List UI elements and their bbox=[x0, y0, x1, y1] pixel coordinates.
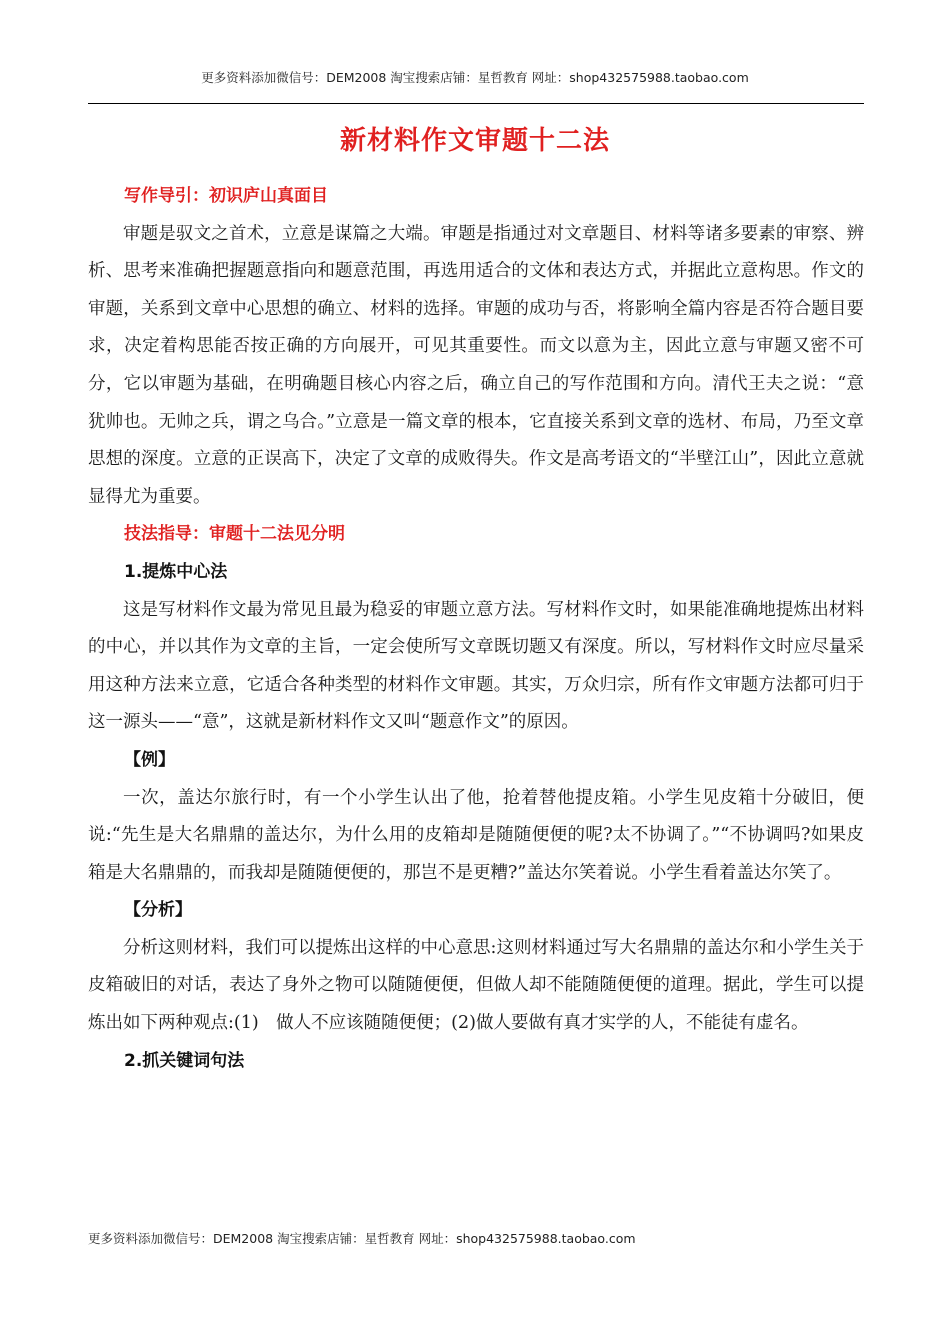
header-note: 更多资料添加微信号：DEM2008 淘宝搜索店铺：星哲教育 网址：shop432575988.taobao.com bbox=[201, 70, 749, 85]
method1-title: 1.提炼中心法 bbox=[124, 561, 228, 582]
method2-title: 2.抓关键词句法 bbox=[124, 1050, 245, 1071]
analysis-paragraph: 分析这则材料，我们可以提炼出这样的中心意思:这则材料通过写大名鼎鼎的盖达尔和小学生关于皮箱破旧的对话，表达了身外之物可以随随便便，但做人却不能随随便便的道理。据此，学生可以提炼出如下两种观点:(1) 做人不应该随随便便；(2)做人要做有真才实学的人，不能徒有虚名。 bbox=[88, 937, 864, 1034]
example-paragraph: 一次，盖达尔旅行时，有一个小学生认出了他，抢着替他提皮箱。小学生见皮箱十分破旧，便说:“先生是大名鼎鼎的盖达尔，为什么用的皮箱却是随随便便的呢?太不协调了。”“不协调吗?如果皮箱是大名鼎鼎的，而我却是随随便便的，那岂不是更糟?”盖达尔笑着说。小学生看着盖达尔笑了。 bbox=[88, 787, 864, 883]
intro-paragraph: 审题是驭文之首术，立意是谋篇之大端。审题是指通过对文章题目、材料等诸多要素的审察、辨析、思考来准确把握题意指向和题意范围，再选用适合的文体和表达方式，并据此立意构思。作文的审题，关系到文章中心思想的确立、材料的选择。审题的成功与否，将影响全篇内容是否符合题目要求，决定着构思能否按正确的方向展开，可见其重要性。而文以意为主，因此立意与审题又密不可分，它以审题为基础，在明确题目核心内容之后，确立自己的写作范围和方向。清代王夫之说：“意犹帅也。无帅之兵，谓之乌合。”立意是一篇文章的根本，它直接关系到文章的选材、布局，乃至文章思想的深度。立意的正误高下，决定了文章的成败得失。作文是高考语文的“半壁江山”，因此立意就显得尤为重要。 bbox=[88, 223, 864, 507]
page-title: 新材料作文审题十二法 bbox=[339, 126, 610, 156]
header-divider bbox=[88, 103, 864, 104]
analysis-label: 【分析】 bbox=[124, 900, 192, 921]
document-body bbox=[88, 178, 864, 1080]
example-label: 【例】 bbox=[124, 749, 175, 770]
intro-heading: 写作导引：初识庐山真面目 bbox=[124, 186, 328, 206]
method-heading: 技法指导：审题十二法见分明 bbox=[124, 524, 345, 545]
footer-note: 更多资料添加微信号：DEM2008 淘宝搜索店铺：星哲教育 网址：shop432575988.taobao.com bbox=[88, 1231, 636, 1246]
method1-paragraph: 这是写材料作文最为常见且最为稳妥的审题立意方法。写材料作文时，如果能准确地提炼出材料的中心，并以其作为文章的主旨，一定会使所写文章既切题又有深度。所以，写材料作文时应尽量采用这种方法来立意，它适合各种类型的材料作文审题。其实，万众归宗，所有作文审题方法都可归于这一源头——“意”，这就是新材料作文又叫“题意作文”的原因。 bbox=[88, 599, 864, 733]
